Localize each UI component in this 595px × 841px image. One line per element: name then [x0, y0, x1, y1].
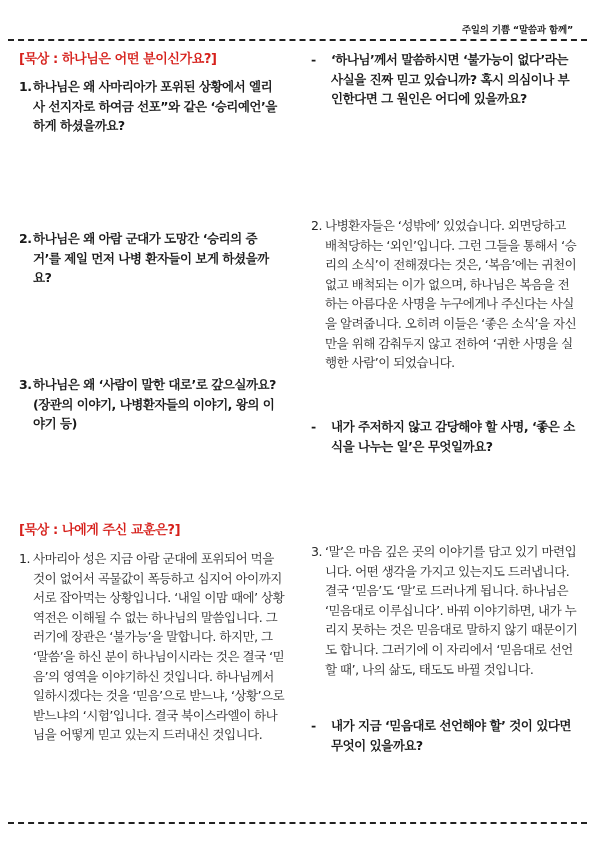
lesson-3-text: ‘말’은 마음 깊은 곳의 이야기를 담고 있기 마련입니다. 어떤 생각을 가지고 있는지도 드러냅니다. 결국 ‘믿음’도 ‘말’로 드러나게 됩니다. 하나님은 ‘믿음대로 이루십니다’. 바꿔 이야기하면, 내가 누리지 못하는 것은 믿음대로 말하지 않기 때문이기도 합니다. 그러기에 이 자리에서 ‘믿음대로 선언할 때’, 나의 삶도, 태도도 바뀔 것입니다.	[325, 544, 578, 677]
answer-2	[311, 216, 579, 373]
question-1	[19, 77, 281, 136]
question-1-text: 하나님은 왜 사마리아가 포위된 상황에서 엘리사 선지자로 하여금 선포”와 같은 ‘승리예언’을 하게 하셨을까요?	[33, 79, 277, 134]
lesson-1-number: 1.	[19, 551, 30, 566]
bottom-divider	[8, 822, 587, 824]
reflection-3-dash: -	[311, 718, 316, 733]
reflection-2-text: 내가 주저하지 않고 감당해야 할 사명, ‘좋은 소식을 나누는 일’은 무엇일까요?	[331, 419, 575, 454]
question-3-text: 하나님은 왜 ‘사람이 말한 대로’로 갚으실까요? (장관의 이야기, 나병환자들의 이야기, 왕의 이야기 등)	[33, 377, 276, 432]
answer-2-text: 나병환자들은 ‘성밖에’ 있었습니다. 외면당하고 배척당하는 ‘외인’입니다. 그런 그들을 통해서 ‘승리의 소식’이 전해졌다는 것은, ‘복음’에는 귀천이 없고 배척되는 이가 없으며, 하나님은 복음을 전하는 아름다운 사명을 누구에게나 주신다는 사실을 알려줍니다. 오히려 이들은 ‘좋은 소식’을 자신만을 위해 감춰두지 않고 전하여 ‘귀한 사명을 실행한 사람’이 되었습니다.	[325, 218, 577, 371]
reflection-1	[311, 50, 577, 109]
question-3-number: 3.	[19, 377, 32, 392]
reflection-3	[311, 716, 577, 755]
lesson-1-text: 사마리아 성은 지금 아람 군대에 포위되어 먹을 것이 없어서 곡물값이 폭등하고 심지어 아이까지 서로 잡아먹는 상황입니다. ‘내일 이맘 때에’ 상황 역전은 이해될 수 없는 하나님의 말씀입니다. 그러기에 장관은 ‘불가능’을 말합니다. 하지만, 그 ‘말씀’을 하신 분이 하나님이시라는 것은 결국 ‘믿음’의 영역을 이야기하신 것입니다. 하나님께서 일하시겠다는 것을 ‘믿음’으로 받느냐, ‘상황’으로 받느냐의 ‘시험’입니다. 결국 북이스라엘이 하나님을 어떻게 믿고 있는지 드러내신 것입니다.	[33, 551, 285, 743]
lesson-3	[311, 542, 579, 679]
question-2	[19, 229, 281, 288]
reflection-3-text: 내가 지금 ‘믿음대로 선언해야 할’ 것이 있다면 무엇이 있을까요?	[331, 718, 571, 753]
question-3	[19, 375, 281, 434]
question-2-text: 하나님은 왜 아람 군대가 도망간 ‘승리의 증거’를 제일 먼저 나병 환자들이 보게 하셨을까요?	[33, 231, 269, 286]
lesson-3-number: 3.	[311, 544, 322, 559]
reflection-1-text: ‘하나님’께서 말씀하시면 ‘불가능이 없다’라는 사실을 진짜 믿고 있습니까? 혹시 의심이나 부인한다면 그 원인은 어디에 있을까요?	[331, 52, 570, 107]
reflection-2-dash: -	[311, 419, 316, 434]
question-1-number: 1.	[19, 79, 32, 94]
lesson-1	[19, 549, 285, 745]
question-2-number: 2.	[19, 231, 32, 246]
page-header: 주일의 기쁨 “말씀과 함께”	[461, 25, 573, 36]
answer-2-number: 2.	[311, 218, 322, 233]
top-divider	[8, 39, 587, 41]
reflection-2	[311, 417, 577, 456]
lesson-section-title: [묵상 : 나에게 주신 교훈은?]	[19, 523, 181, 538]
reflection-1-dash: -	[311, 52, 316, 67]
meditation-section-title: [묵상 : 하나님은 어떤 분이신가요?]	[19, 52, 217, 67]
